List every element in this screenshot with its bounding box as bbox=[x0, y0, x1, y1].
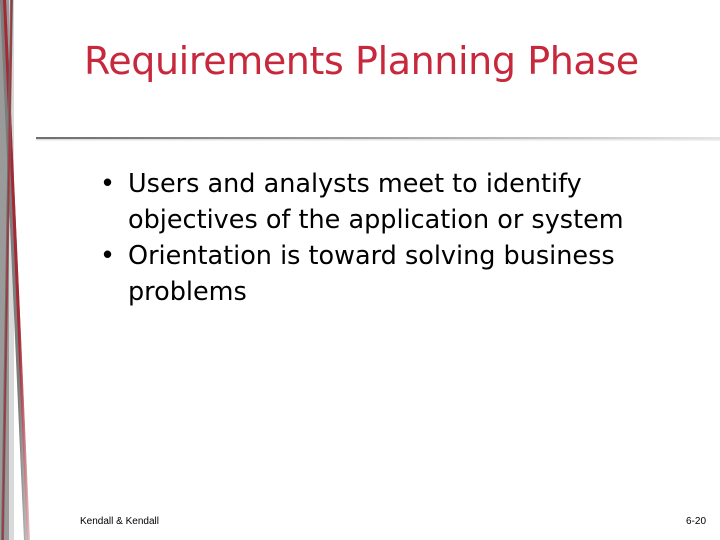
deco-fade bbox=[0, 0, 32, 540]
bullet-dot: • bbox=[100, 241, 116, 271]
left-decorative-band bbox=[0, 0, 32, 540]
footer-page-number: 6-20 bbox=[685, 516, 706, 527]
bullet-list bbox=[100, 166, 700, 310]
bullet-item bbox=[100, 166, 700, 238]
rule-line bbox=[36, 137, 720, 139]
bullet-text: Orientation is toward solving business problems bbox=[128, 241, 615, 307]
footer-author: Kendall & Kendall bbox=[80, 516, 159, 527]
bullet-text: Users and analysts meet to identify objectives of the application or system bbox=[128, 169, 624, 235]
slide-title: Requirements Planning Phase bbox=[84, 39, 639, 83]
bullet-dot: • bbox=[100, 169, 116, 199]
title-underline-rule bbox=[36, 137, 720, 142]
rule-shadow bbox=[36, 139, 720, 140]
bullet-item bbox=[100, 238, 700, 310]
